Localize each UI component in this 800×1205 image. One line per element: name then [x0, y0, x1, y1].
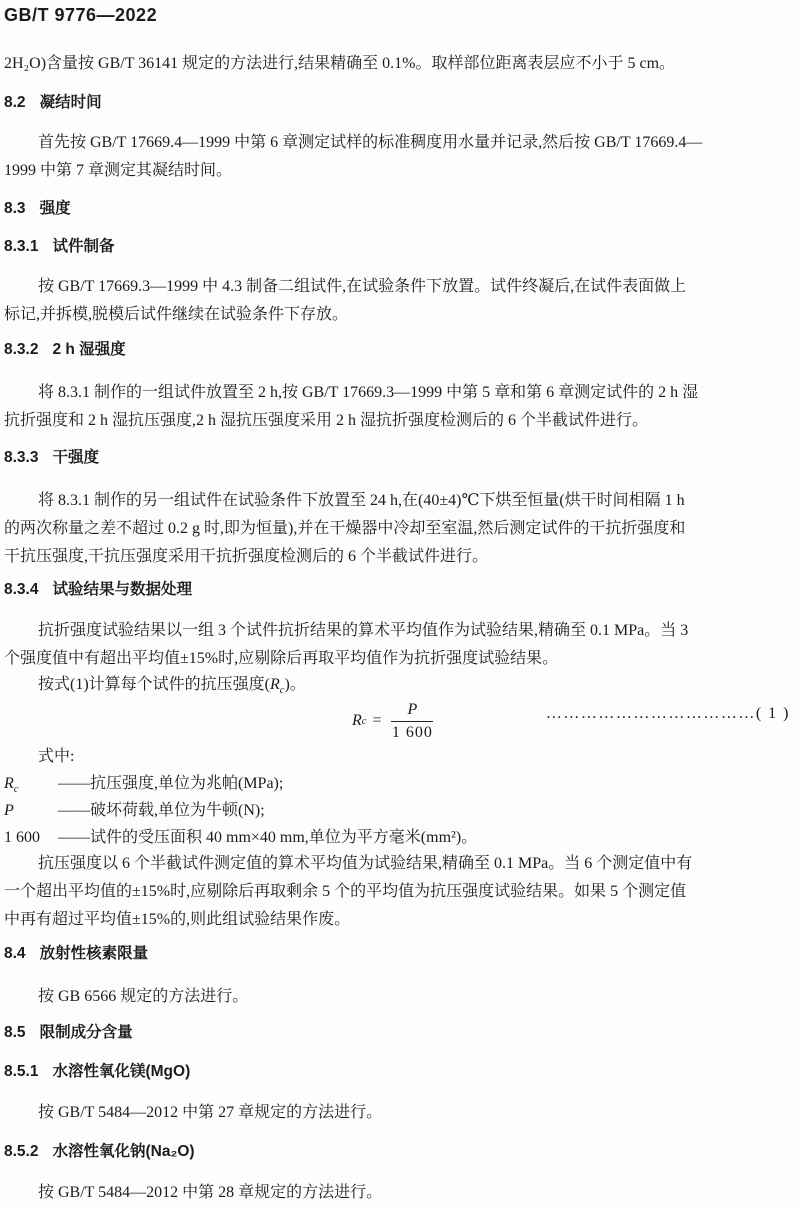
paragraph-line: 2H₂O)含量按 GB/T 36141 规定的方法进行,结果精确至 0.1%。取样部位距离表层应不小于 5 cm。	[4, 55, 676, 72]
heading-number: 8.3.2	[4, 341, 39, 358]
definition-symbol	[4, 797, 58, 824]
heading-number: 8.4	[4, 945, 26, 962]
paragraph-line: 抗折强度试验结果以一组 3 个试件抗折结果的算术平均值作为试验结果,精确至 0.1 MPa。当 3	[38, 622, 689, 639]
paragraph-continuation	[4, 50, 792, 78]
paragraph-line: 1999 中第 7 章测定其凝结时间。	[4, 162, 233, 179]
doc-number: GB/T 9776—2022	[4, 5, 158, 25]
paragraph-line: 干抗压强度,干抗压强度采用干抗折强度检测后的 6 个半截试件进行。	[4, 548, 489, 565]
paragraph-8-5-2	[4, 1179, 792, 1205]
fraction-denominator: 1 600	[391, 723, 433, 741]
where-label: 式中:	[38, 748, 75, 765]
symbol-Rc: R	[270, 676, 280, 693]
paragraph-8-3-4-compressive	[4, 850, 792, 934]
heading-number: 8.3	[4, 200, 26, 217]
heading-number: 8.5	[4, 1024, 26, 1041]
heading-title: 凝结时间	[39, 94, 102, 111]
section-heading-8-3	[4, 199, 792, 219]
section-heading-8-3-4	[4, 580, 792, 600]
heading-title: 水溶性氧化镁(MgO)	[52, 1063, 191, 1080]
equals-sign: =	[372, 712, 382, 729]
paragraph-line: 首先按 GB/T 17669.4—1999 中第 6 章测定试样的标准稠度用水量并记录,然后按 GB/T 17669.4—	[38, 134, 703, 151]
paragraph-line: 按 GB 6566 规定的方法进行。	[38, 988, 249, 1005]
paragraph-line: 一个超出平均值的±15%时,应剔除后再取剩余 5 个的平均值为抗压强度试验结果。如果 5 个测定值	[4, 883, 687, 900]
paragraph-line: 抗压强度以 6 个半截试件测定值的算术平均值为试验结果,精确至 0.1 MPa。当 6 个测定值中有	[38, 855, 693, 872]
paragraph-line: 将 8.3.1 制作的另一组试件在试验条件下放置至 24 h,在(40±4)℃下烘至恒量(烘干时间相隔 1 h	[38, 492, 685, 509]
heading-title: 试件制备	[52, 238, 115, 255]
paragraph-8-3-2	[4, 379, 792, 435]
paragraph-8-3-1	[4, 273, 792, 329]
paragraph-8-3-4-results	[4, 617, 792, 673]
section-heading-8-2	[4, 93, 792, 113]
section-heading-8-5-1	[4, 1062, 792, 1082]
heading-number: 8.5.1	[4, 1063, 39, 1080]
definition-symbol-text: R	[4, 775, 14, 792]
paragraph-line: 按 GB/T 5484—2012 中第 28 章规定的方法进行。	[38, 1184, 383, 1201]
definition-symbol	[4, 770, 58, 797]
heading-number: 8.3.4	[4, 581, 39, 598]
heading-number: 8.2	[4, 94, 26, 111]
dotted-leader: ………………………………	[545, 705, 756, 722]
formula-lhs-symbol: R	[352, 712, 362, 729]
heading-title: 水溶性氧化钠(Na₂O)	[52, 1143, 195, 1160]
paragraph-line	[4, 671, 792, 699]
definition-row	[4, 824, 792, 851]
equation-dots-and-number	[546, 702, 790, 726]
where-label-row	[4, 746, 792, 768]
section-heading-8-3-2	[4, 340, 792, 360]
paragraph-formula-intro	[4, 671, 792, 699]
formula-lhs-subscript: c	[361, 715, 367, 727]
paragraph-8-4	[4, 983, 792, 1011]
heading-number: 8.3.1	[4, 238, 39, 255]
heading-title: 限制成分含量	[39, 1024, 133, 1041]
paragraph-line: 按 GB/T 5484—2012 中第 27 章规定的方法进行。	[38, 1104, 383, 1121]
symbol-definitions	[4, 770, 792, 851]
definition-row	[4, 770, 792, 797]
fraction-numerator: P	[391, 701, 433, 722]
formula-intro-text: 按式(1)计算每个试件的抗压强度(	[38, 676, 270, 693]
definition-symbol-text: 1 600	[4, 829, 40, 846]
heading-title: 强度	[39, 200, 71, 217]
heading-title: 放射性核素限量	[39, 945, 149, 962]
heading-title: 2 h 湿强度	[52, 341, 126, 358]
heading-title: 试验结果与数据处理	[52, 581, 192, 598]
definition-symbol-text: P	[4, 802, 14, 819]
section-heading-8-3-1	[4, 237, 792, 257]
paragraph-line: 按 GB/T 17669.3—1999 中 4.3 制备二组试件,在试验条件下放置。试件终凝后,在试件表面做上	[38, 278, 687, 295]
equation-1	[352, 698, 433, 744]
section-heading-8-5	[4, 1023, 792, 1043]
paragraph-8-3-3	[4, 487, 792, 571]
page-header	[4, 5, 792, 26]
paragraph-line: 个强度值中有超出平均值±15%时,应剔除后再取平均值作为抗折强度试验结果。	[4, 650, 559, 667]
symbol-Rc-subscript: c	[279, 685, 285, 696]
definition-desc: ——试件的受压面积 40 mm×40 mm,单位为平方毫米(mm²)。	[58, 829, 478, 846]
formula-fraction	[391, 701, 433, 742]
paragraph-line: 标记,并拆模,脱模后试件继续在试验条件下存放。	[4, 306, 349, 323]
section-heading-8-3-3	[4, 448, 792, 468]
paragraph-8-5-1	[4, 1099, 792, 1127]
definition-row	[4, 797, 792, 824]
heading-number: 8.3.3	[4, 449, 39, 466]
paragraph-line: 的两次称量之差不超过 0.2 g 时,即为恒量),并在干燥器中冷却至室温,然后测定试件的干抗折强度和	[4, 520, 686, 537]
equation-number: ( 1 )	[755, 705, 790, 722]
section-heading-8-5-2	[4, 1142, 792, 1162]
heading-title: 干强度	[52, 449, 99, 466]
formula-intro-text-end: )。	[284, 676, 306, 693]
paragraph-line: 抗折强度和 2 h 湿抗压强度,2 h 湿抗压强度采用 2 h 湿抗折强度检测后的 6 个半截试件进行。	[4, 412, 649, 429]
heading-number: 8.5.2	[4, 1143, 39, 1160]
definition-symbol	[4, 824, 58, 851]
paragraph-line: 将 8.3.1 制作的一组试件放置至 2 h,按 GB/T 17669.3—1999 中第 5 章和第 6 章测定试件的 2 h 湿	[38, 384, 699, 401]
paragraph-8-2	[4, 129, 792, 185]
definition-desc: ——破坏荷载,单位为牛顿(N);	[58, 802, 265, 819]
definition-symbol-subscript: c	[13, 784, 19, 795]
definition-desc: ——抗压强度,单位为兆帕(MPa);	[58, 775, 284, 792]
paragraph-line: 中再有超过平均值±15%的,则此组试验结果作废。	[4, 911, 351, 928]
section-heading-8-4	[4, 944, 792, 964]
